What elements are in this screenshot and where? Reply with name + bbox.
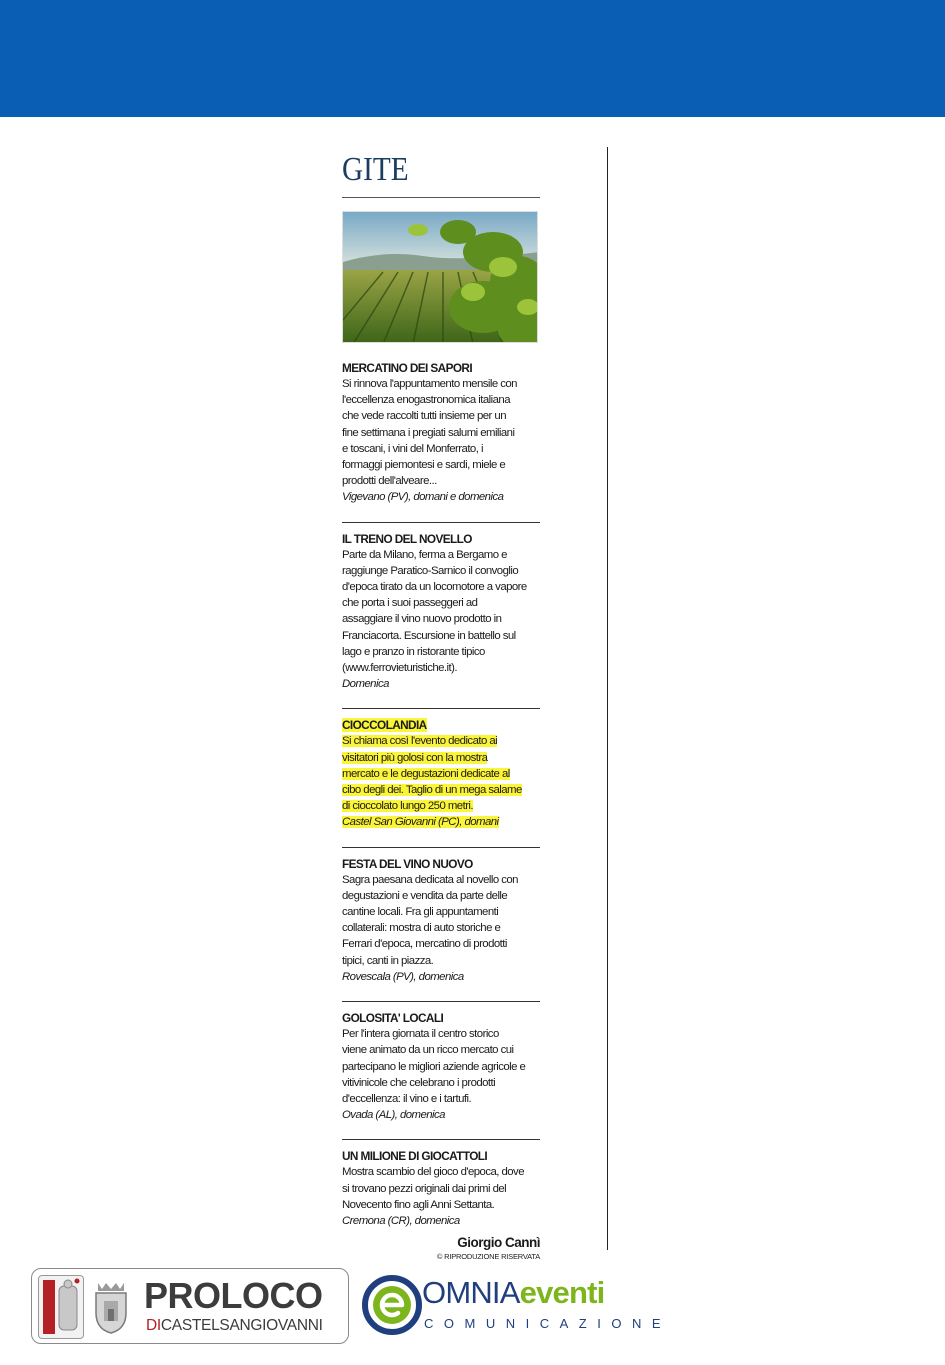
divider [342,708,540,709]
omnia-eventi-logo [362,1272,671,1342]
event-text: Parte da Milano, ferma a Bergamo e raggiunge Paratico-Sarnico il convoglio d'epoca tirato da un locomotore a vapore che porta i suoi passeggeri ad assaggiare il vino nuovo prodotto in Franciacorta. Escursione in battello sul lago e pranzo in ristorante tipico (www.ferrovieturistiche.it). [342,548,527,675]
event-location: Vigevano (PV), domani e domenica [342,491,504,504]
section-title: GITE [342,151,409,188]
divider [342,1139,540,1140]
event-title: IL TRENO DEL NOVELLO [342,531,472,546]
divider [342,522,540,523]
omnia-tagline: COMUNICAZIONE [424,1316,671,1331]
omnia-brand: OMNIAeventi [422,1275,605,1310]
event-location: Cremona (CR), domenica [342,1214,460,1227]
event-text: Si chiama così l'evento dedicato ai visitatori più golosi con la mostra mercato e le degustazioni dedicate al cibo degli dei. Taglio di un mega salame di cioccolato lungo 250 metri. [342,735,522,813]
author-byline: Giorgio Cannì [457,1235,540,1251]
event-item [342,847,540,993]
top-banner [0,0,945,117]
town-crest-icon [92,1279,130,1335]
event-text: Per l'intera giornata il centro storico viene animato da un ricco mercato cui partecipano le migliori aziende agricole e vitivinicole che celebrano i prodotti d'eccellenza: il vino e i tartufi. [342,1028,526,1105]
event-title: FESTA DEL VINO NUOVO [342,856,473,871]
event-title: CIOCCOLANDIA [342,718,427,733]
event-item [342,361,540,514]
event-item-highlighted [342,708,540,838]
event-text: Sagra paesana dedicata al novello con degustazioni e vendita da parte delle cantine locali. Fra gli appuntamenti collaterali: mostra di auto storiche e Ferrari d'epoca, mercatino di prodotti tipici, canti in piazza. [342,873,518,967]
event-item [342,522,540,701]
event-text: Mostra scambio del gioco d'epoca, dove si trovano pezzi originali dai primi del Novecento fino agli Anni Settanta. [342,1166,524,1211]
event-list [342,361,542,1237]
proloco-logo [31,1268,349,1344]
divider [342,847,540,848]
article-column [342,150,542,1261]
event-location: Domenica [342,678,389,691]
omnia-e-icon [362,1274,422,1336]
event-title: UN MILIONE DI GIOCATTOLI [342,1149,488,1164]
proloco-name: PROLOCO [144,1275,323,1316]
event-item [342,1001,540,1131]
divider [342,1001,540,1002]
event-text: Si rinnova l'appuntamento mensile con l'eccellenza enogastronomica italiana che vede raccolti tutti insieme per un fine settimana i pregiati salumi emiliani e toscani, i vini del Monferrato, i formaggi piemontesi e sardi, miele e prodotti dell'alveare... [342,378,517,488]
title-divider [342,197,540,198]
proloco-subtitle: DICASTELSANGIOVANNI [146,1317,323,1334]
event-location: Ovada (AL), domenica [342,1109,445,1122]
vineyard-photo [342,211,538,343]
event-location: Rovescala (PV), domenica [342,970,464,983]
event-item [342,1139,540,1237]
proloco-badge-icon [38,1275,84,1339]
column-divider [607,147,608,1250]
event-title: GOLOSITA' LOCALI [342,1011,444,1026]
copyright-notice: © RIPRODUZIONE RISERVATA [436,1252,540,1262]
event-title: MERCATINO DEI SAPORI [342,361,473,375]
event-location: Castel San Giovanni (PC), domani [342,816,499,829]
